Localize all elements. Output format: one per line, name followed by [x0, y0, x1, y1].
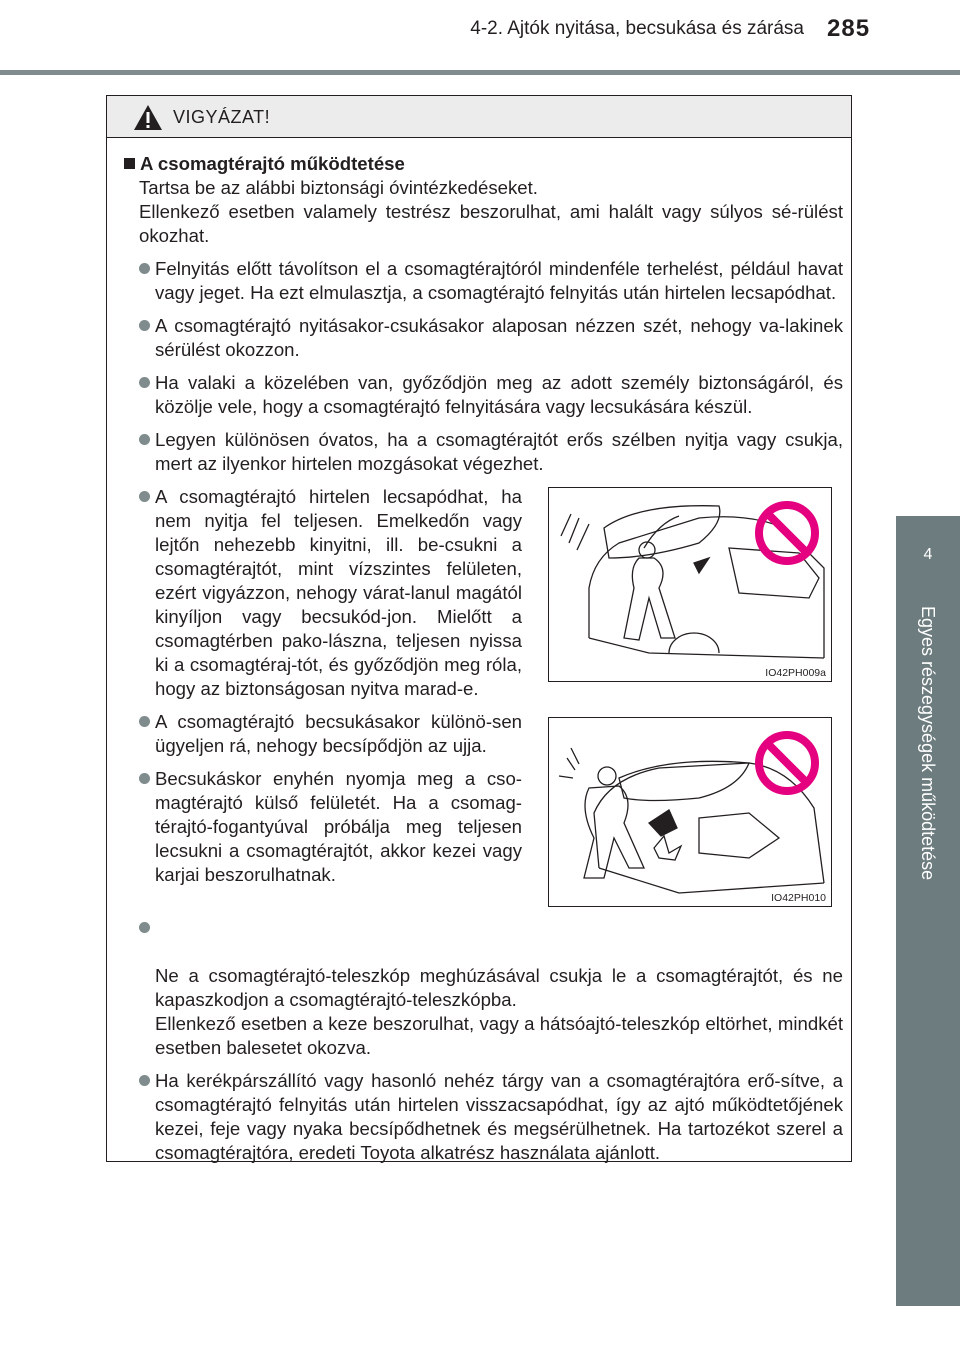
- figure-code: IO42PH010: [771, 892, 826, 904]
- bullet-dot-icon: [139, 1075, 150, 1086]
- chapter-number: 4: [923, 546, 933, 563]
- bullet-text: Becsukáskor enyhén nyomja meg a cso-magtérajtó külső felületét. Ha a csomag-térajtó-fogantyúval próbálja meg teljesen lecsukni a csomagtérajtót, akkor kezei vagy karjai beszorulhatnak.: [155, 768, 522, 885]
- bullet-text: Ne a csomagtérajtó-teleszkóp meghúzásával csukja le a csomagtérajtót, és ne kapaszkodjon a csomagtérajtó-teleszkópba. Ellenkező esetben a keze beszorulhat, vagy a hátsóajtó-teleszkóp eltörhet, mindkét esetben balesetet okozva.: [155, 965, 843, 1058]
- figure-code: IO42PH009a: [765, 667, 826, 679]
- intro-line: Tartsa be az alábbi biztonsági óvintézkedéseket.: [139, 177, 538, 198]
- bullet-text: A csomagtérajtó nyitásakor-csukásakor alaposan nézzen szét, nehogy va-lakinek sérülést okozzon.: [155, 315, 843, 360]
- bullet-dot-icon: [139, 491, 150, 502]
- bullet-dot-icon: [139, 922, 150, 933]
- chapter-side-tab: [896, 516, 960, 1306]
- bullet-item: [124, 314, 843, 362]
- intro-line: Ellenkező esetben valamely testrész beszorulhat, ami halált vagy súlyos sé-rülést okozhat.: [139, 201, 843, 246]
- figure-row-text: [124, 485, 522, 701]
- caution-header: [107, 96, 851, 138]
- bullet-dot-icon: [139, 434, 150, 445]
- illustration-tailgate-pinch: [548, 717, 832, 907]
- square-bullet-icon: [124, 158, 135, 169]
- bullet-item: [124, 257, 843, 305]
- figure-row-text: [124, 710, 522, 887]
- figure-row-1: [124, 485, 843, 701]
- bullet-item: [124, 767, 522, 887]
- bullet-text: Legyen különösen óvatos, ha a csomagtérajtót erős szélben nyitja vagy csukja, mert az ilyenkor hirtelen mozgásokat végezhet.: [155, 429, 843, 474]
- bullet-dot-icon: [139, 377, 150, 388]
- bullet-dot-icon: [139, 263, 150, 274]
- caution-label: VIGYÁZAT!: [173, 107, 271, 127]
- tailgate-pinch-drawing: [549, 718, 830, 905]
- caution-content: [124, 152, 843, 1165]
- bullet-item: [124, 371, 843, 419]
- chapter-title: Egyes részegységek működtetése: [918, 606, 938, 881]
- bullet-text: Ha kerékpárszállító vagy hasonló nehéz tárgy van a csomagtérajtóra erő-sítve, a csomagtérajtó felnyitás után hirtelen visszacsapódhat, így az ajtó működtetőjének kezei, feje vagy nyaka becsípődhetnek és megsérülhetnek. Ha tartozékot szerel a csomagtérajtóra, eredeti Toyota alkatrész használata ajánlott.: [155, 1070, 843, 1163]
- bullet-item: [124, 710, 522, 758]
- bullet-dot-icon: [139, 773, 150, 784]
- bullet-dot-icon: [139, 320, 150, 331]
- bullet-item: [124, 916, 843, 1060]
- header-rule: [0, 70, 960, 75]
- running-header-title: 4-2. Ajtók nyitása, becsukása és zárása: [470, 18, 804, 39]
- tailgate-falling-drawing: [549, 488, 830, 680]
- bullet-item: [124, 485, 522, 701]
- bullet-dot-icon: [139, 716, 150, 727]
- bullet-text: Felnyitás előtt távolítson el a csomagtérajtóról mindenféle terhelést, például havat vagy jeget. Ha ezt elmulasztja, a csomagtérajtó felnyitás után hirtelen lecsapódhat.: [155, 258, 843, 303]
- section-heading-text: A csomagtérajtó működtetése: [140, 153, 405, 174]
- bullet-item: [124, 428, 843, 476]
- bullet-text: A csomagtérajtó becsukásakor különö-sen ügyeljen rá, nehogy becsípődjön az ujja.: [155, 711, 522, 756]
- warning-triangle-icon: [133, 104, 163, 131]
- bullet-text: A csomagtérajtó hirtelen lecsapódhat, ha nem nyitja fel teljesen. Emelkedőn vagy lejtőn nehezebb kinyitni, ill. be-csukni a csomagtérajtót, mint vízszintes felületen, ezért vigyázzon, nehogy várat-lanul magától kinyíljon vagy becsukód-jon. Mielőtt a csomagtérben pako-lászna, teljesen nyissa ki a csomagtéraj-tót, és győződjön meg róla, hogy az biztonságosan nyitva marad-e.: [155, 486, 522, 699]
- section-heading: [124, 152, 843, 176]
- caution-box: [106, 95, 852, 1162]
- illustration-tailgate-falling: [548, 487, 832, 682]
- bullet-item: [124, 1069, 843, 1165]
- page-number: 285: [827, 15, 871, 42]
- figure-row-2: [124, 710, 843, 907]
- bullet-text: Ha valaki a közelében van, győződjön meg az adott személy biztonságáról, és közölje vele, hogy a csomagtérajtó felnyitására vagy lecsukására készül.: [155, 372, 843, 417]
